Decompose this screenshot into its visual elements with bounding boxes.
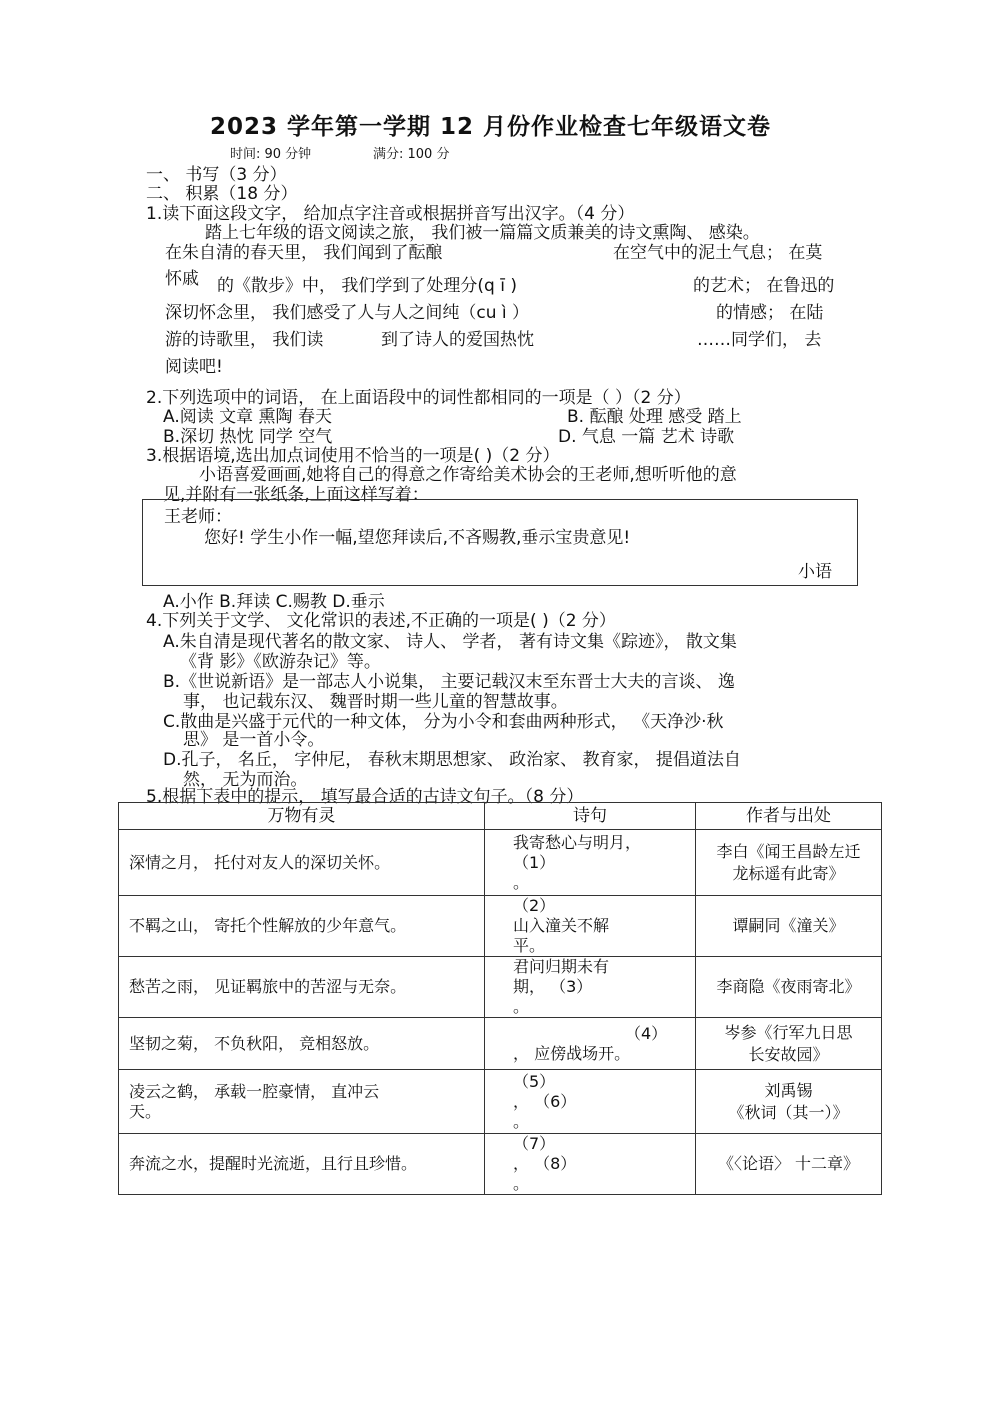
- q4-option-b-cont: 事， 也记载东汉、 魏晋时期一些儿童的智慧故事。: [183, 692, 568, 712]
- verse-line: 山入潼关不解: [513, 916, 610, 935]
- column-header: 万物有灵: [119, 803, 485, 830]
- theme-cell: 奔流之水，提醒时光流逝，且行且珍惜。: [119, 1134, 485, 1195]
- verse-cell[interactable]: [485, 1134, 696, 1195]
- q1-line: ……同学们， 去: [697, 330, 822, 350]
- verse-line: 。: [513, 997, 530, 1016]
- q3-prompt: 3.根据语境,选出加点词使用不恰当的一项是( )（2 分）: [146, 446, 560, 466]
- source-cell: [696, 1070, 882, 1134]
- source-cell: [696, 1018, 882, 1070]
- verse-cell[interactable]: [485, 957, 696, 1018]
- table-row: [119, 1070, 882, 1134]
- note-body: 您好! 学生小作一幅,望您拜读后,不吝赐教,垂示宝贵意见!: [204, 528, 631, 548]
- q2-option-d: D. 气息 一篇 艺术 诗歌: [558, 427, 735, 447]
- source-line: 李商隐《夜雨寄北》: [716, 977, 861, 996]
- q1-prompt: 1.读下面这段文字， 给加点字注音或根据拼音写出汉字。（4 分）: [146, 204, 635, 224]
- q2-option-a: A.阅读 文章 熏陶 春天: [163, 407, 332, 427]
- source-line: 龙标遥有此寄》: [732, 863, 845, 883]
- verse-line: （5）: [513, 1071, 556, 1091]
- q4-option-a-cont: 《背 影》《欧游杂记》等。: [180, 652, 381, 672]
- column-header: 作者与出处: [696, 803, 882, 830]
- verse-line: 。: [513, 1111, 530, 1131]
- source-cell: [696, 896, 882, 957]
- source-cell: [696, 1134, 882, 1195]
- verse-cell[interactable]: [485, 896, 696, 957]
- theme-cell: 愁苦之雨， 见证羁旅中的苦涩与无奈。: [119, 957, 485, 1018]
- q4-prompt: 4.下列关于文学、 文化常识的表述,不正确的一项是( )（2 分）: [146, 611, 616, 631]
- verse-line: 。: [513, 1174, 530, 1193]
- theme-cell: 不羁之山， 寄托个性解放的少年意气。: [119, 896, 485, 957]
- q4-option-c: C.散曲是兴盛于元代的一种文体， 分为小令和套曲两种形式， 《天净沙·秋: [163, 712, 724, 732]
- source-line: 李白《闻王昌龄左迁: [716, 841, 861, 861]
- q1-line: 的艺术； 在鲁迅的: [693, 276, 835, 296]
- source-line: 《秋词（其一）》: [728, 1102, 849, 1122]
- theme-cell: 坚韧之菊， 不负秋阳， 竞相怒放。: [119, 1018, 485, 1070]
- verse-line: （2）: [513, 896, 556, 915]
- table-row: [119, 1134, 882, 1195]
- q4-option-d-cont: 然， 无为而治。: [183, 770, 308, 790]
- q4-option-c-cont: 思》 是一首小令。: [183, 730, 325, 750]
- verse-line: 我寄愁心与明月，: [513, 832, 642, 852]
- theme-cell: 深情之月， 托付对友人的深切关怀。: [119, 830, 485, 896]
- source-line: 刘禹锡: [764, 1080, 813, 1100]
- verse-cell[interactable]: [485, 830, 696, 896]
- table-header-row: [119, 803, 882, 830]
- table-row: [119, 957, 882, 1018]
- source-line: 岑参《行军九日思: [724, 1022, 853, 1042]
- source-line: 谭嗣同《潼关》: [732, 916, 845, 935]
- verse-cell[interactable]: [485, 1070, 696, 1134]
- section-1-heading: 一、 书写（3 分）: [146, 165, 287, 185]
- verse-line: ， （8）: [513, 1154, 577, 1173]
- theme-line: 凌云之鹤， 承载一腔豪情， 直冲云: [129, 1081, 380, 1101]
- q1-line: 到了诗人的爱国热忱: [381, 330, 534, 350]
- section-2-heading: 二、 积累（18 分）: [146, 184, 298, 204]
- verse-line: 君问归期未有: [513, 957, 610, 976]
- theme-line: 天。: [129, 1101, 162, 1121]
- note-salutation: 王老师：: [164, 507, 232, 527]
- verse-line: （4）: [625, 1023, 668, 1043]
- table-row: [119, 896, 882, 957]
- table-row: [119, 1018, 882, 1070]
- page-title: 2023 学年第一学期 12 月份作业检查七年级语文卷: [210, 114, 772, 140]
- source-cell: [696, 957, 882, 1018]
- q1-line: 在朱自清的春天里， 我们闻到了酝酿: [165, 243, 443, 263]
- q2-option-c: B.深切 热忱 同学 空气: [163, 427, 333, 447]
- verse-line: 期， （3）: [513, 977, 593, 996]
- table-row: [119, 830, 882, 896]
- theme-cell: [119, 1070, 485, 1134]
- q1-line: 阅读吧!: [165, 357, 223, 377]
- q2-prompt: 2.下列选项中的词语， 在上面语段中的词性都相同的一项是（ ）（2 分）: [146, 388, 691, 408]
- exam-score: 满分: 100 分: [373, 147, 450, 162]
- q1-line: 怀戚: [165, 269, 199, 289]
- q1-line: 的情感； 在陆: [716, 303, 824, 323]
- source-line: 长安故园》: [748, 1044, 829, 1064]
- q3-context: 见,并附有一张纸条,上面这样写着：: [163, 485, 429, 505]
- q4-option-d: D.孔子， 名丘， 字仲尼， 春秋末期思想家、 政治家、 教育家， 提倡道法自: [163, 750, 741, 770]
- source-line: 《〈论语〉 十二章》: [717, 1154, 860, 1173]
- verse-line: ， 应傍战场开。: [513, 1043, 631, 1063]
- poem-table: [118, 802, 882, 1195]
- exam-time: 时间: 90 分钟: [230, 147, 312, 162]
- q1-line: 深切怀念里， 我们感受了人与人之间纯（cu ì ）: [165, 303, 530, 323]
- verse-line: （1）: [513, 852, 556, 872]
- verse-line: ， （6）: [513, 1091, 577, 1111]
- q1-line: 在空气中的泥土气息； 在莫: [613, 243, 823, 263]
- q1-line: 踏上七年级的语文阅读之旅， 我们被一篇篇文质兼美的诗文熏陶、 感染。: [205, 223, 760, 243]
- q1-line: 的《散步》中， 我们学到了处理分(q ī ): [217, 276, 517, 296]
- verse-line: 平。: [513, 936, 546, 955]
- verse-cell[interactable]: [485, 1018, 696, 1070]
- q4-option-a: A.朱自清是现代著名的散文家、 诗人、 学者， 著有诗文集《踪迹》， 散文集: [163, 632, 737, 652]
- source-cell: [696, 830, 882, 896]
- verse-line: （7）: [513, 1134, 556, 1153]
- q2-option-b: B. 酝酿 处理 感受 踏上: [567, 407, 742, 427]
- q4-option-b: B.《世说新语》是一部志人小说集， 主要记载汉末至东晋士大夫的言谈、 逸: [163, 672, 735, 692]
- q5-prompt: 5.根据下表中的提示， 填写最合适的古诗文句子。（8 分）: [146, 787, 584, 807]
- verse-line: 。: [513, 872, 530, 892]
- column-header: 诗句: [485, 803, 696, 830]
- q1-line: 游的诗歌里， 我们读: [165, 330, 324, 350]
- q3-options: A.小作 B.拜读 C.赐教 D.垂示: [163, 592, 385, 612]
- note-signature: 小语: [798, 562, 832, 582]
- q3-context: 小语喜爱画画,她将自己的得意之作寄给美术协会的王老师,想听听他的意: [199, 465, 737, 485]
